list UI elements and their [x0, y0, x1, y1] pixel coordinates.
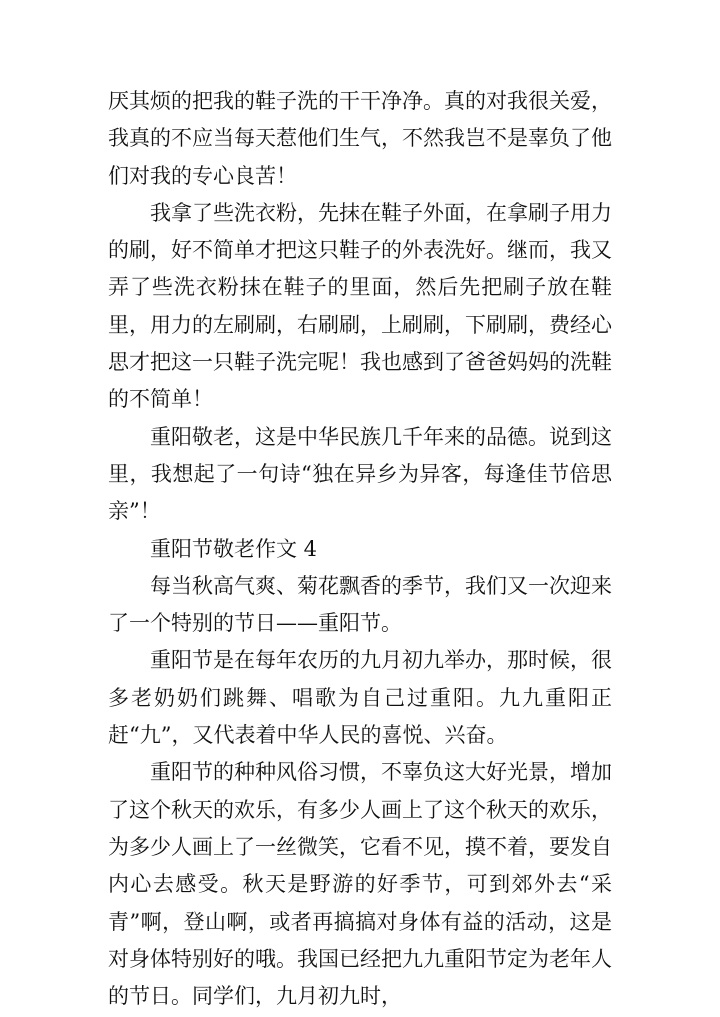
- paragraph-2: 我拿了些洗衣粉，先抹在鞋子外面，在拿刷子用力的刷，好不简单才把这只鞋子的外表洗好。继而，我又弄了些洗衣粉抹在鞋子的里面，然后先把刷子放在鞋里，用力的左刷刷，右刷刷，上刷刷，下刷刷，费经心思才把这一只鞋子洗完呢！我也感到了爸爸妈妈的洗鞋的不简单！: [108, 200, 612, 412]
- paragraph-1: 厌其烦的把我的鞋子洗的干干净净。真的对我很关爱，我真的不应当每天惹他们生气，不然我岂不是辜负了他们对我的专心良苦！: [108, 89, 612, 188]
- paragraph-7: 重阳节的种种风俗习惯，不辜负这大好光景，增加了这个秋天的欢乐，有多少人画上了这个秋天的欢乐，为多少人画上了一丝微笑，它看不见，摸不着，要发自内心去感受。秋天是野游的好季节，可到郊外去“采青”啊，登山啊，或者再搞搞对身体有益的活动，这是对身体特别好的哦。我国已经把九九重阳节定为老年人的节日。同学们，九月初九时，: [108, 760, 612, 1009]
- document-body: [108, 83, 612, 1015]
- paragraph-5: 每当秋高气爽、菊花飘香的季节，我们又一次迎来了一个特别的节日——重阳节。: [108, 573, 612, 636]
- paragraph-6: 重阳节是在每年农历的九月初九举办，那时候，很多老奶奶们跳舞、唱歌为自己过重阳。九九重阳正赶“九”，又代表着中华人民的喜悦、兴奋。: [108, 648, 612, 748]
- paragraph-3: 重阳敬老，这是中华民族几千年来的品德。说到这里，我想起了一句诗“独在异乡为异客，每逢佳节倍思亲”！: [108, 424, 612, 524]
- section-heading: 重阳节敬老作文 4: [150, 536, 318, 561]
